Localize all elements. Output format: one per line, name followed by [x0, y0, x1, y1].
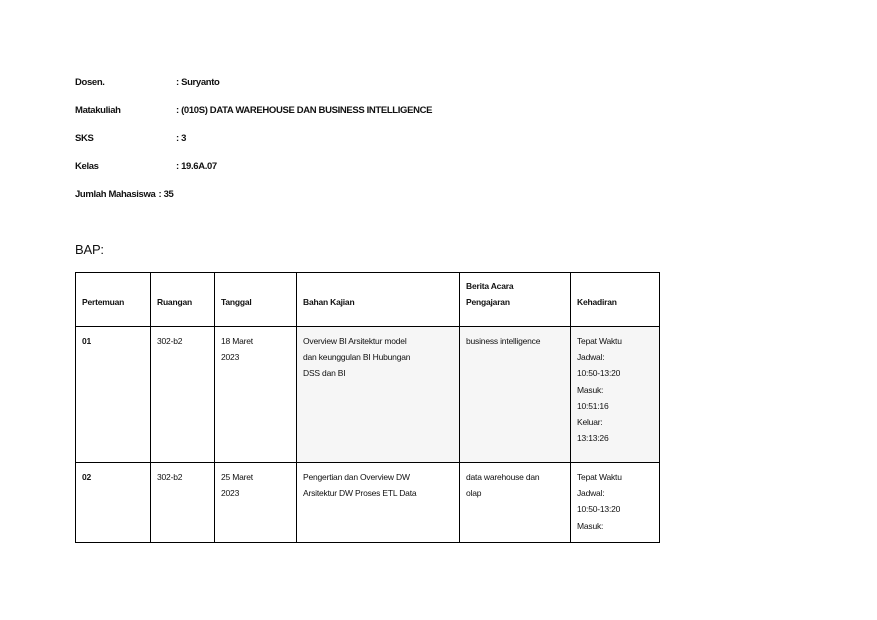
cell-berita-acara [460, 463, 571, 543]
cell-kehadiran [571, 463, 660, 543]
header-ruangan: Ruangan [151, 273, 215, 327]
cell-bahan-line-2: Arsitektur DW Proses ETL Data [303, 488, 417, 499]
header-bahan-kajian: Bahan Kajian [297, 273, 460, 327]
jumlah-mahasiswa-row [75, 188, 173, 216]
kehadiran-line: Jadwal: [577, 352, 605, 363]
cell-pertemuan: 02 [76, 463, 151, 543]
kelas-label: Kelas [75, 161, 99, 172]
cell-ruangan: 302-b2 [151, 463, 215, 543]
cell-berita-line-1: data warehouse dan [466, 472, 540, 482]
cell-berita-acara [460, 327, 571, 463]
cell-bahan-line-1: Overview BI Arsitektur model [303, 336, 407, 346]
cell-bahan-kajian [297, 327, 460, 463]
cell-tanggal-line-1: 18 Maret [221, 336, 253, 346]
kehadiran-line: Tepat Waktu [577, 472, 622, 482]
sks-value: : 3 [176, 133, 187, 144]
header-berita-acara [460, 273, 571, 327]
cell-bahan-line-1: Pengertian dan Overview DW [303, 472, 410, 482]
jumlah-mahasiswa-value: : 35 [158, 189, 174, 200]
kehadiran-line: 10:50-13:20 [577, 368, 621, 379]
cell-bahan-line-2: dan keunggulan BI Hubungan [303, 352, 411, 363]
kehadiran-line: Tepat Waktu [577, 336, 622, 346]
table-row [76, 327, 660, 463]
header-berita-acara-line-2: Pengajaran [466, 296, 510, 307]
kehadiran-line: Masuk: [577, 384, 604, 395]
cell-tanggal-line-2: 2023 [221, 488, 240, 499]
kelas-row [75, 160, 217, 188]
cell-tanggal-line-2: 2023 [221, 352, 240, 363]
cell-tanggal [215, 327, 297, 463]
cell-bahan-line-3: DSS dan BI [303, 368, 346, 379]
kehadiran-line: Keluar: [577, 417, 603, 428]
matakuliah-row [75, 104, 433, 132]
matakuliah-label: Matakuliah [75, 105, 121, 116]
cell-bahan-kajian [297, 463, 460, 543]
sks-row [75, 132, 187, 160]
bap-title: BAP: [75, 242, 104, 257]
course-info [75, 76, 433, 216]
header-berita-acara-line-1: Berita Acara [466, 280, 514, 291]
matakuliah-value: : (010S) DATA WAREHOUSE DAN BUSINESS INTELLIGENCE [176, 105, 433, 116]
sks-label: SKS [75, 133, 94, 144]
kehadiran-line: 10:50-13:20 [577, 504, 621, 515]
cell-tanggal-line-1: 25 Maret [221, 472, 253, 482]
dosen-value: : Suryanto [176, 77, 220, 88]
kehadiran-line: 13:13:26 [577, 433, 609, 444]
dosen-label: Dosen. [75, 77, 105, 88]
cell-berita-line-1: business intelligence [466, 336, 541, 346]
kehadiran-line: Jadwal: [577, 488, 605, 499]
cell-tanggal [215, 463, 297, 543]
table-header-row [76, 273, 660, 327]
cell-berita-line-2: olap [466, 488, 482, 499]
kelas-value: : 19.6A.07 [176, 161, 217, 172]
bap-table [75, 272, 660, 543]
jumlah-mahasiswa-label: Jumlah Mahasiswa [75, 189, 156, 200]
header-kehadiran: Kehadiran [571, 273, 660, 327]
table-row [76, 463, 660, 543]
cell-pertemuan: 01 [76, 327, 151, 463]
header-tanggal: Tanggal [215, 273, 297, 327]
header-pertemuan: Pertemuan [76, 273, 151, 327]
kehadiran-line: Masuk: [577, 520, 604, 531]
cell-ruangan: 302-b2 [151, 327, 215, 463]
dosen-row [75, 76, 220, 104]
cell-kehadiran [571, 327, 660, 463]
kehadiran-line: 10:51:16 [577, 400, 609, 411]
